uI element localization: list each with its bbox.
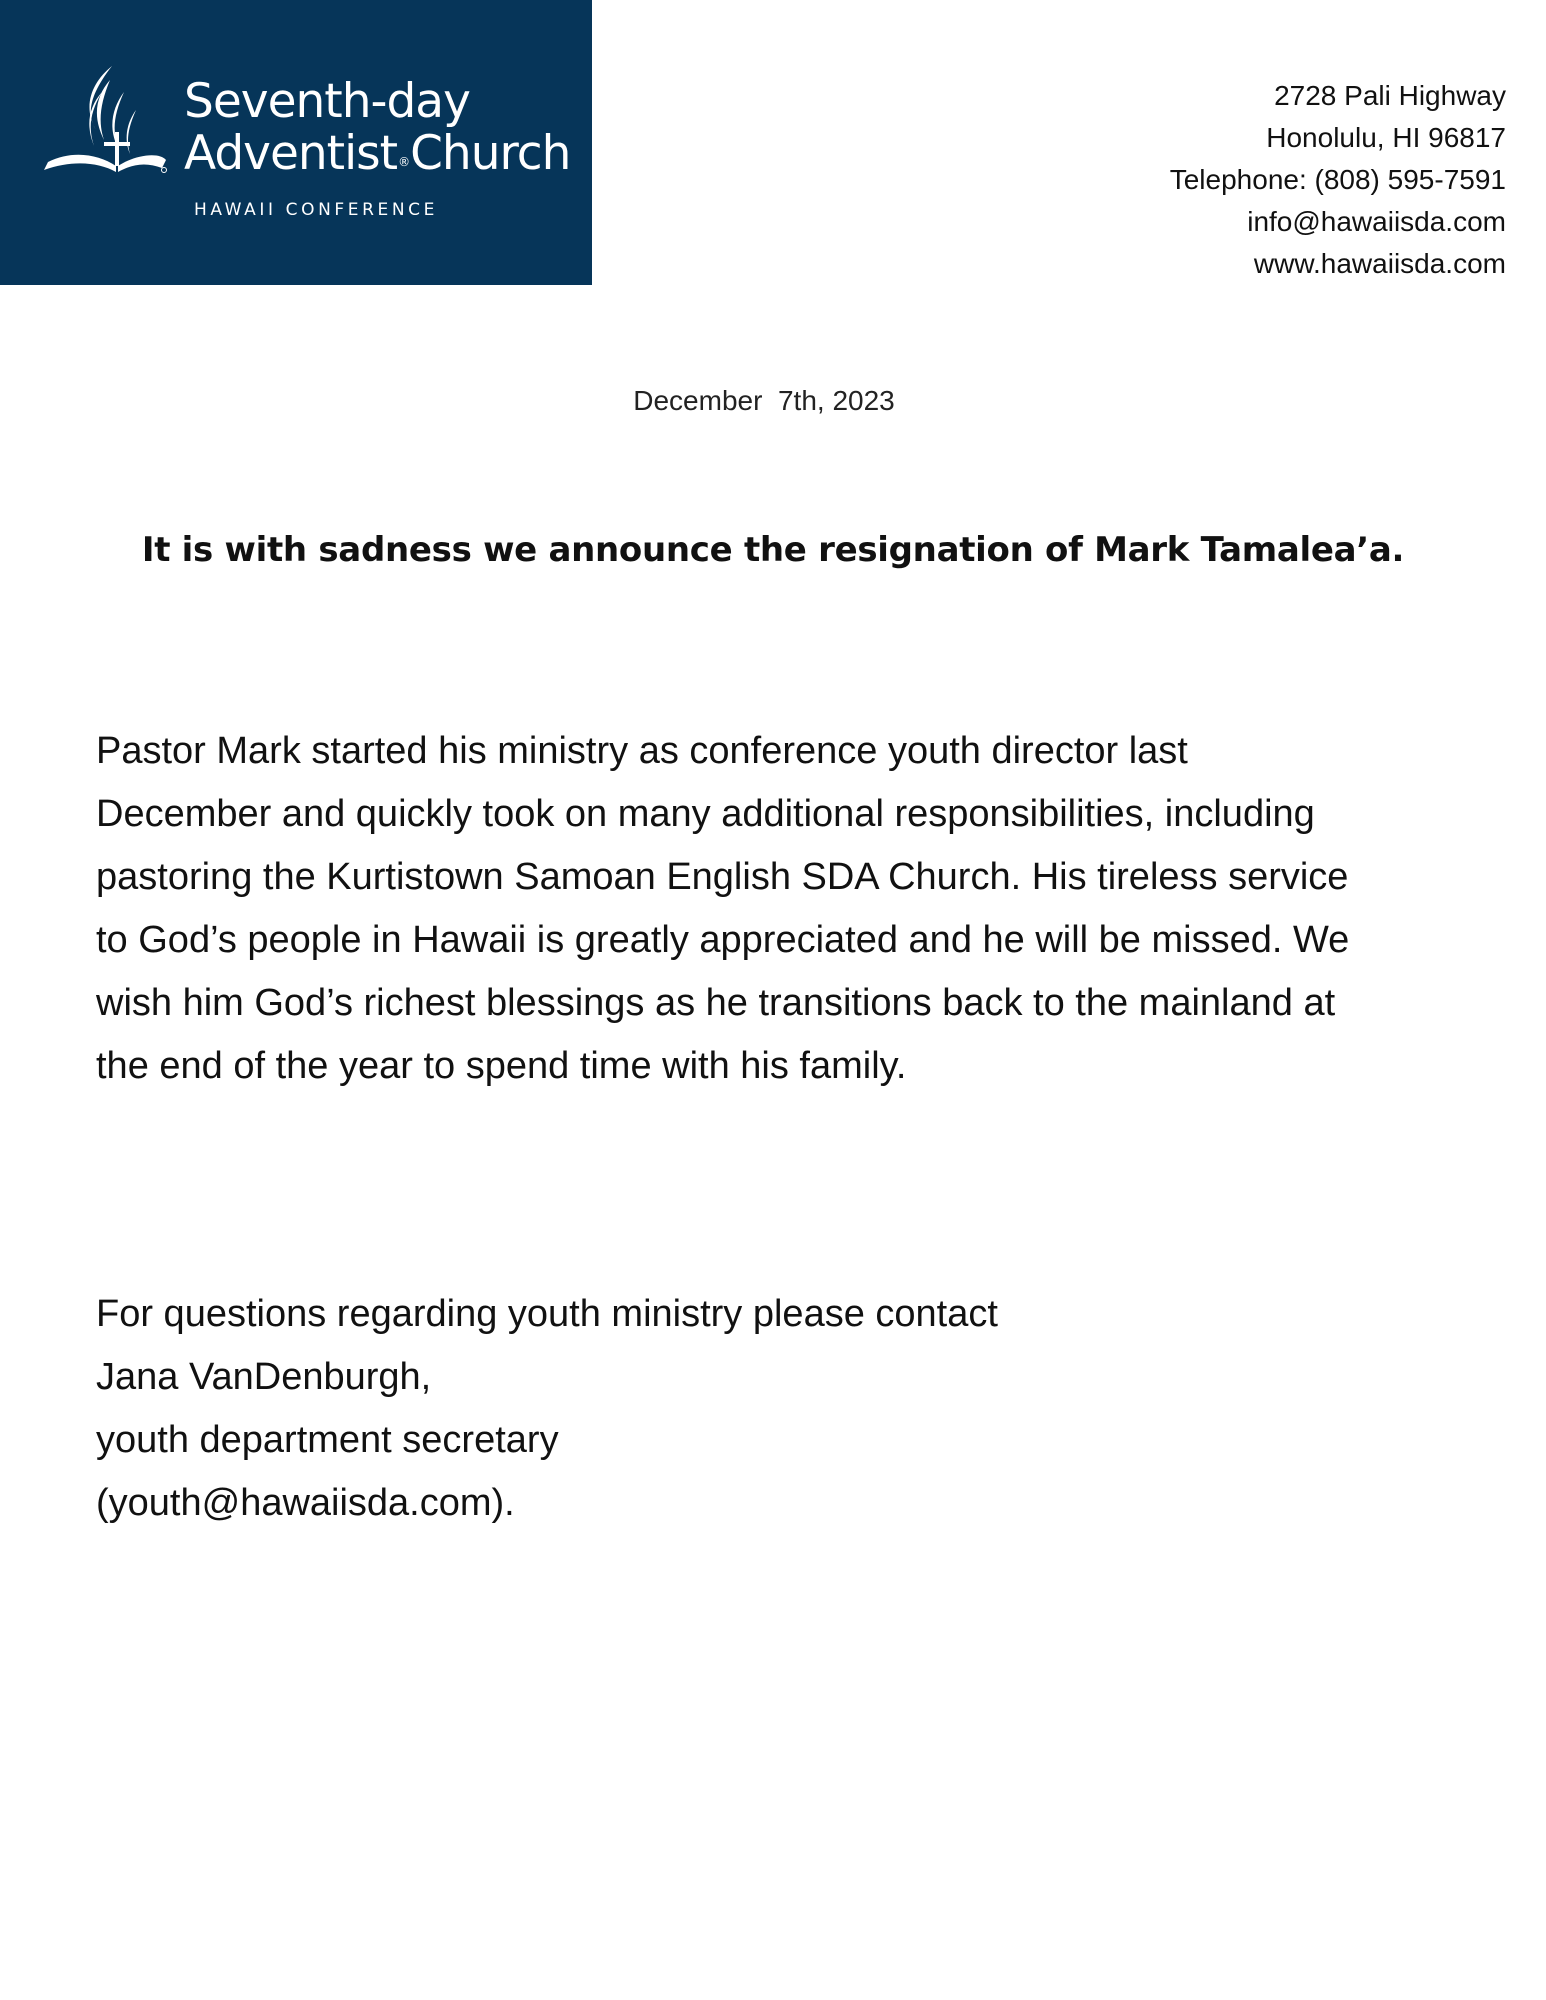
logo-subtitle: HAWAII CONFERENCE [194,200,438,220]
letter-body [96,720,1476,1098]
body-line: December and quickly took on many additional responsibilities, including [96,793,1315,835]
contact-name: Jana VanDenburgh, [96,1356,432,1398]
letterhead-contact [1170,75,1506,285]
letter-date: December 7th, 2023 [633,385,895,416]
body-line: the end of the year to spend time with his family. [96,1045,907,1087]
contact-email-link[interactable]: (youth@hawaiisda.com). [96,1482,515,1524]
logo-block [0,0,592,285]
logo-wordmark [184,76,570,180]
telephone: Telephone: (808) 595-7591 [1169,164,1506,195]
sda-flame-bible-icon [42,62,168,180]
contact-line: For questions regarding youth ministry please contact [96,1293,998,1335]
email-link[interactable]: info@hawaiisda.com [1247,206,1506,237]
body-line: to God’s people in Hawaii is greatly appreciated and he will be missed. We [96,919,1350,961]
body-line: Pastor Mark started his ministry as conference youth director last [96,730,1188,772]
address-street: 2728 Pali Highway [1274,80,1506,111]
website-link[interactable]: www.hawaiisda.com [1253,248,1506,279]
body-line: pastoring the Kurtistown Samoan English SDA Church. His tireless service [96,856,1349,898]
letter-headline: It is with sadness we announce the resignation of Mark Tamalea’a. [141,530,1405,570]
contact-title: youth department secretary [96,1419,559,1461]
logo-name-line2: Adventist®Church [184,126,571,181]
body-line: wish him God’s richest blessings as he transitions back to the mainland at [96,982,1336,1024]
address-city: Honolulu, HI 96817 [1266,122,1506,153]
logo-name-line1: Seventh-day [184,74,470,129]
youth-contact-block [96,1283,998,1535]
